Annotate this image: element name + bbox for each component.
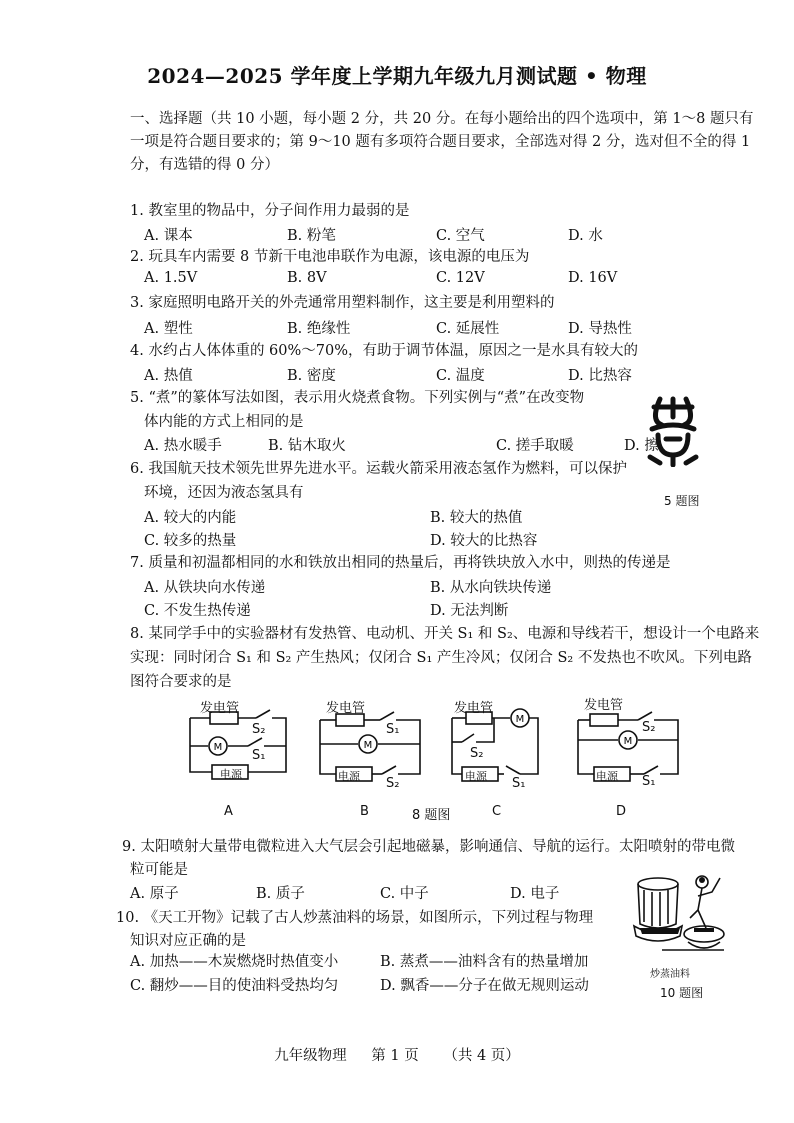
motor-label: M <box>363 740 373 751</box>
footer-total: （共 4 页） <box>443 1048 520 1064</box>
option: C. 12V <box>436 270 485 286</box>
option: D. 比热容 <box>568 368 632 384</box>
option: C. 延展性 <box>436 321 500 337</box>
option: B. 蒸煮——油料含有的热量增加 <box>380 954 589 970</box>
option: C. 中子 <box>380 886 429 902</box>
option: B. 密度 <box>287 368 336 384</box>
option: A. 热水暖手 <box>144 438 222 454</box>
circuit-option-label: B <box>360 804 369 819</box>
switch-label: S₂ <box>642 720 656 735</box>
option: A. 加热——木炭燃烧时热值变小 <box>130 954 339 970</box>
option: B. 钻木取火 <box>268 438 346 454</box>
seal-script-glyph <box>642 395 704 467</box>
section-intro: 一、选择题（共 10 小题，每小题 2 分，共 20 分。在每小题给出的四个选项中，第 1～8 题只有一项是符合题目要求的；第 9～10 题有多项符合题目要求，全部选对得 2 分，选对但不全的得 1 分，有选错的得 0 分） <box>130 111 754 173</box>
option: D. 较大的比热容 <box>430 533 538 549</box>
question-stem-cont: 知识对应正确的是 <box>130 933 246 949</box>
power-label: 电源 <box>338 770 360 783</box>
question-stem: 8. 某同学手中的实验器材有发热管、电动机、开关 S₁ 和 S₂、电源和导线若干，想设计一个电路来 <box>130 626 760 642</box>
option: A. 1.5V <box>144 270 198 286</box>
question-stem: 4. 水约占人体体重的 60%～70%，有助于调节体温，原因之一是水具有较大的 <box>130 343 639 359</box>
question-stem: 7. 质量和初温都相同的水和铁放出相同的热量后，再将铁块放入水中，则热的传递是 <box>130 555 671 571</box>
option: A. 课本 <box>144 228 193 244</box>
option: A. 塑性 <box>144 321 193 337</box>
switch-label: S₂ <box>470 746 484 761</box>
switch-label: S₁ <box>512 776 526 791</box>
option: D. 无法判断 <box>430 603 509 619</box>
circuit-option-label: A <box>224 804 233 819</box>
motor-label: M <box>515 714 525 725</box>
motor-label: M <box>213 742 223 753</box>
heater-label: 发电管 <box>584 698 624 713</box>
motor-label: M <box>623 736 633 747</box>
circuit-option-label: D <box>616 804 627 819</box>
option: B. 从水向铁块传递 <box>430 580 552 596</box>
option: D. 水 <box>568 228 603 244</box>
option: D. 电子 <box>510 886 560 902</box>
switch-label: S₁ <box>386 722 400 737</box>
question-stem-cont: 粒可能是 <box>130 862 188 878</box>
option: B. 粉笔 <box>287 228 336 244</box>
question-stem: 3. 家庭照明电路开关的外壳通常用塑料制作，这主要是利用塑料的 <box>130 295 555 311</box>
option: A. 较大的内能 <box>144 510 237 526</box>
figure-caption: 10 题图 <box>660 986 704 1000</box>
switch-label: S₂ <box>252 722 266 737</box>
option: C. 搓手取暖 <box>496 438 574 454</box>
option: C. 翻炒——目的使油料受热均匀 <box>130 978 339 994</box>
option: A. 原子 <box>130 886 179 902</box>
option: D. 导热性 <box>568 321 632 337</box>
question-stem: 5. “煮”的篆体写法如图，表示用火烧煮食物。下列实例与“煮”在改变物 <box>130 390 585 406</box>
question-stem-cont: 体内能的方式上相同的是 <box>144 414 304 430</box>
footer-page: 第 1 页 <box>371 1048 419 1064</box>
figure-caption: 5 题图 <box>664 494 700 508</box>
power-label: 电源 <box>220 768 242 781</box>
question-stem: 9. 太阳喷射大量带电微粒进入大气层会引起地磁暴，影响通信、导航的运行。太阳喷射的带电微 <box>122 839 735 855</box>
woodcut-illustration <box>632 866 728 962</box>
question-stem-cont: 图符合要求的是 <box>130 674 232 690</box>
heater-label: 发电管 <box>200 701 240 716</box>
power-label: 电源 <box>465 770 487 783</box>
question-stem-cont: 环境，还因为液态氢具有 <box>144 485 304 501</box>
page-title: 2024—2025 学年度上学期九年级九月测试题 • 物理 <box>147 64 647 88</box>
circuit-option-label: C <box>492 804 502 819</box>
switch-label: S₂ <box>386 776 400 791</box>
question-stem: 1. 教室里的物品中，分子间作用力最弱的是 <box>130 203 410 219</box>
option: D. 飘香——分子在做无规则运动 <box>380 978 589 994</box>
switch-label: S₁ <box>252 748 266 763</box>
switch-label: S₁ <box>642 774 656 789</box>
page-footer <box>0 1044 794 1065</box>
question-stem: 2. 玩具车内需要 8 节新干电池串联作为电源，该电源的电压为 <box>130 249 530 265</box>
power-label: 电源 <box>596 770 618 783</box>
figure-inner-label: 炒蒸油料 <box>650 969 690 980</box>
option: C. 温度 <box>436 368 485 384</box>
figure-caption: 8 题图 <box>412 808 451 823</box>
question-stem: 6. 我国航天技术领先世界先进水平。运载火箭采用液态氢作为燃料，可以保护 <box>130 461 627 477</box>
option: A. 热值 <box>144 368 193 384</box>
option: D. 16V <box>568 270 618 286</box>
option: B. 质子 <box>256 886 305 902</box>
option: B. 较大的热值 <box>430 510 523 526</box>
heater-label: 发电管 <box>454 701 494 716</box>
footer-subject: 九年级物理 <box>274 1048 347 1064</box>
heater-label: 发电管 <box>326 701 366 716</box>
option: B. 绝缘性 <box>287 321 351 337</box>
question-stem: 10. 《天工开物》记载了古人炒蒸油料的场景，如图所示，下列过程与物理 <box>116 910 594 926</box>
option: C. 不发生热传递 <box>144 603 251 619</box>
option: C. 空气 <box>436 228 485 244</box>
option: B. 8V <box>287 270 327 286</box>
option: D. 擦 <box>624 438 659 454</box>
option: A. 从铁块向水传递 <box>144 580 266 596</box>
question-stem-cont: 实现：同时闭合 S₁ 和 S₂ 产生热风；仅闭合 S₁ 产生冷风；仅闭合 S₂ 不发热也不吹风。下列电路 <box>130 650 752 666</box>
option: C. 较多的热量 <box>144 533 237 549</box>
